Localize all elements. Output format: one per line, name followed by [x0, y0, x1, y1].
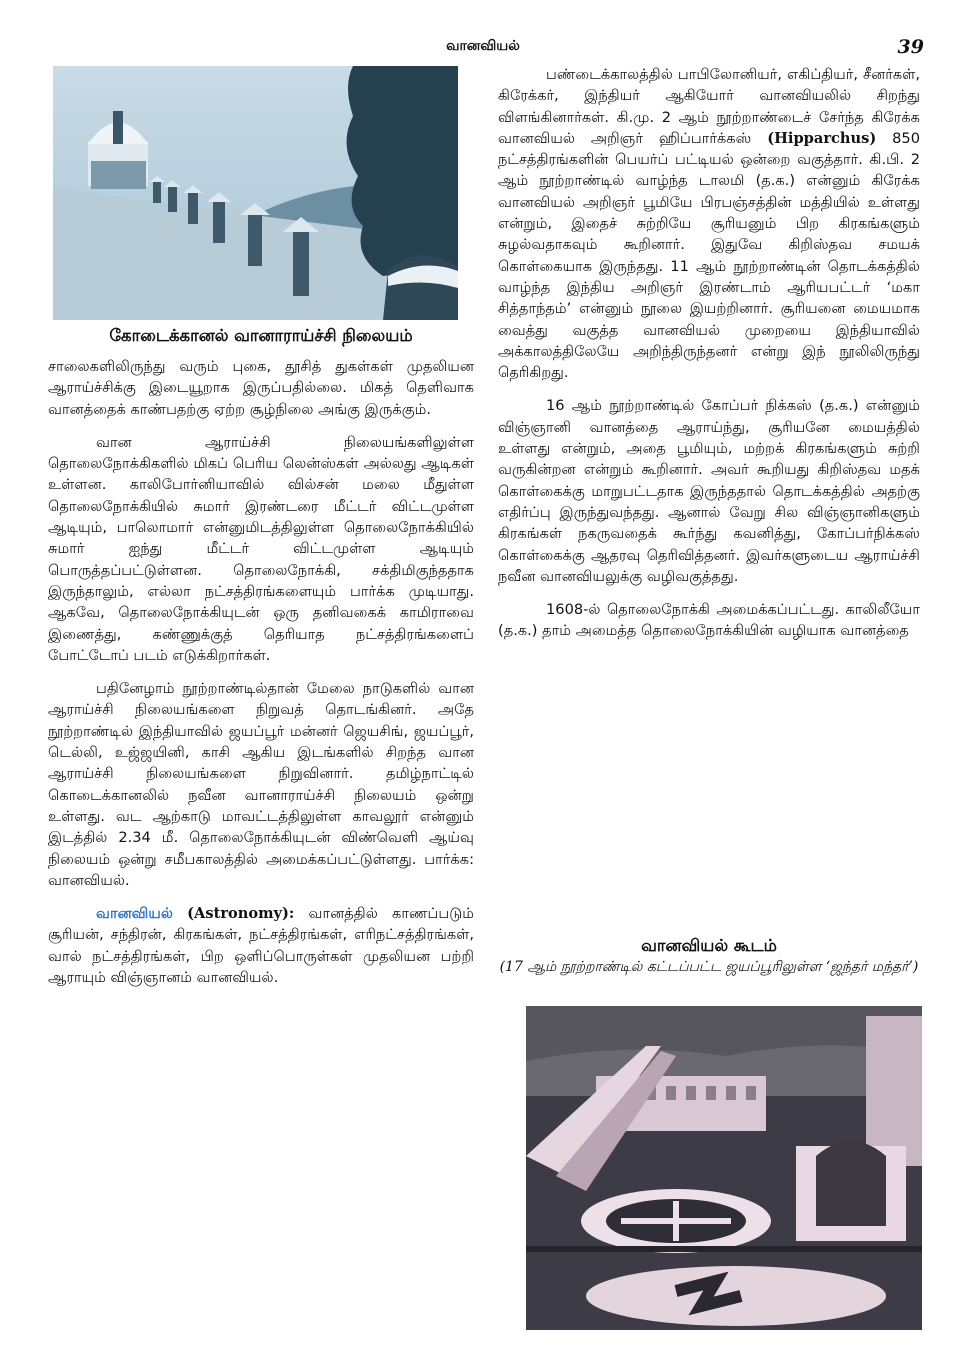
entry-term: வானவியல்: [96, 905, 173, 923]
hipparchus-english: (Hipparchus): [767, 129, 877, 147]
running-head: வானவியல்: [446, 38, 520, 54]
jantar-mantar-photo: [526, 1006, 922, 1330]
photo2-caption-block: [498, 936, 920, 977]
left-paragraph-2: வான ஆராய்ச்சி நிலையங்களிலுள்ள தொலைநோக்கிகளில் மிகப் பெரிய லென்ஸ்கள் அல்லது ஆடிகள் உள்ளன. காலிபோர்னியாவில் வில்சன் மலை மீதுள்ள தொலைநோக்கியில் சுமார் இரண்டரை மீட்டர் விட்டமுள்ள ஆடியும், பாலொமார் என்னுமிடத்திலுள்ள தொலைநோக்கியில் சுமார் ஐந்து மீட்டர் விட்டமுள்ள ஆடியும் பொருத்தப்பட்டுள்ளன. தொலைநோக்கி, சக்திமிகுந்ததாக இருந்தாலும், எல்லா நட்சத்திரங்களையும் பார்க்க முடியாது. ஆகவே, தொலைநோக்கியுடன் ஒரு தனிவகைக் காமிராவை இணைத்து, கண்ணுக்குத் தெரியாத நட்சத்திரங்களைப் போட்டோப் படம் எடுக்கிறார்கள்.: [48, 433, 474, 664]
photo2-subcaption: (17 ஆம் நூற்றாண்டில் கட்டப்பட்ட ஜயப்பூரிலுள்ள ‘ஜந்தர் மந்தர்’): [499, 959, 919, 975]
right-paragraph-1: [498, 64, 920, 383]
left-column: [48, 356, 474, 1000]
left-paragraph-1: சாலைகளிலிருந்து வரும் புகை, தூசித் துகள்கள் முதலியன ஆராய்ச்சிக்கு இடையூறாக இருப்பதில்லை. மிகத் தெளிவாக வானத்தைக் காண்பதற்கு ஏற்ற சூழ்நிலை அங்கு இருக்கும்.: [48, 358, 474, 418]
right-column: [498, 64, 920, 654]
kodaikanal-observatory-photo: [53, 66, 458, 320]
right-paragraph-1-part-b: 850 நட்சத்திரங்களின் பெயர்ப் பட்டியல் ஒன்றை வகுத்தார். கி.பி. 2 ஆம் நூற்றாண்டில் வாழ்ந்த டாலமி (த.க.) என்னும் கிரேக்க வானவியல் அறிஞர் பூமியே பிரபஞ்சத்தின் மத்தியில் உள்ளது என்றும், இதைச் சுற்றியே சூரியனும் பிற கிரகங்களும் சுழல்வதாகவும் கூறினார். இதுவே கிறிஸ்தவ சமயக் கொள்கையாக இருந்தது. 11 ஆம் நூற்றாண்டின் தொடக்கத்தில் வாழ்ந்த இந்திய அறிஞர் இரண்டாம் ஆரியபட்டர் ‘மகா சித்தாந்தம்’ என்னும் நூலை இயற்றினார். சூரியனை மையமாக வைத்து வகுத்த வானவியல் முறையை இந்தியாவில் அக்காலத்திலேயே அறிந்திருந்தனர் என்று இந் நூலிலிருந்து தெரிகிறது.: [498, 129, 920, 382]
entry-definition: வானத்தில் காணப்படும் சூரியன், சந்திரன், கிரகங்கள், நட்சத்திரங்கள், எரிநட்சத்திரங்கள், வால் நட்சத்திரங்கள், பிற ஒளிப்பொருள்கள் முதலியன பற்றி ஆராயும் விஞ்ஞானம் வானவியல்.: [48, 905, 475, 987]
right-paragraph-2: 16 ஆம் நூற்றாண்டில் கோப்பர் நிக்கஸ் (த.க.) என்னும் விஞ்ஞானி வானத்தை ஆராய்ந்து, சூரியனே மையத்தில் உள்ளது என்றும், அதை பூமியும், மற்றக் கிரகங்களும் சுற்றி வருகின்றன என்றும் கூறினார். அவர் கூறியது கிறிஸ்தவ மதக் கொள்கைக்கு மாறுபட்டதாக இருந்ததால் தொடக்கத்தில் அதற்கு எதிர்ப்பு இருந்துவந்தது. ஆனால் வேறு சில விஞ்ஞானிகளும் கிரகங்கள் நகருவதைக் கூர்ந்து கவனித்து, கோப்பர்நிக்கஸ் கொள்கைக்கு ஆதரவு தெரிவித்தனர். இவர்களுடைய ஆராய்ச்சி நவீன வானவியலுக்கு வழிவகுத்தது.: [498, 397, 920, 585]
entry-term-english: (Astronomy):: [187, 905, 295, 923]
photo2-caption: வானவியல் கூடம்: [641, 936, 777, 955]
right-paragraph-1-part-a: பண்டைக்காலத்தில் பாபிலோனியர், எகிப்தியர், சீனர்கள், கிரேக்கர், இந்தியர் ஆகியோர் வானவியலில் சிறந்து விளங்கினார்கள். கி.மு. 2 ஆம் நூற்றாண்டைச் சேர்ந்த கிரேக்க வானவியல் அறிஞர் ஹிப்பார்க்கஸ்: [498, 66, 920, 147]
left-paragraph-3: பதினேழாம் நூற்றாண்டில்தான் மேலை நாடுகளில் வான ஆராய்ச்சி நிலையங்களை நிறுவத் தொடங்கினர். அதே நூற்றாண்டில் இந்தியாவில் ஜயப்பூர் மன்னர் ஜெயசிங், ஜயப்பூர், டெல்லி, உஜ்ஜயினி, காசி ஆகிய இடங்களில் சிறந்த வான ஆராய்ச்சி நிலையங்களை நிறுவினார். தமிழ்நாட்டில் கொடைக்கானலில் நவீன வானாராய்ச்சி நிலையம் ஒன்று உள்ளது. வட ஆற்காடு மாவட்டத்திலுள்ள காவலூர் என்னும் இடத்தில் 2.34 மீ. தொலைநோக்கியுடன் விண்வெளி ஆய்வு நிலையம் ஒன்று சமீபகாலத்தில் அமைக்கப்பட்டுள்ளது. பார்க்க: வானவியல்.: [48, 680, 474, 889]
right-paragraph-3: 1608-ல் தொலைநோக்கி அமைக்கப்பட்டது. காலிலீயோ (த.க.) தாம் அமைத்த தொலைநோக்கியின் வழியாக வானத்தை: [498, 601, 920, 640]
page-number: 39: [897, 36, 924, 58]
photo1-caption: கோடைக்கானல் வானாராய்ச்சி நிலையம்: [109, 326, 413, 345]
left-paragraph-4: [48, 903, 474, 988]
